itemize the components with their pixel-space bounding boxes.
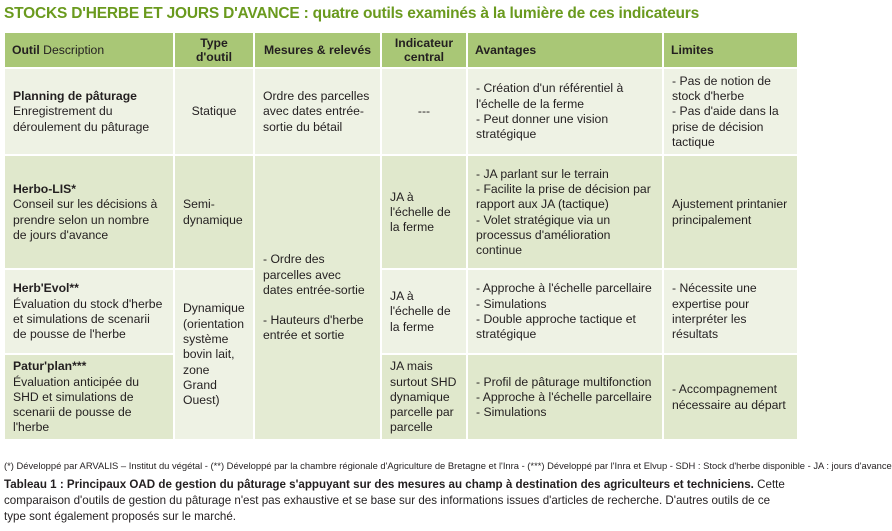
footnote: (*) Développé par ARVALIS – Institut du végétal - (**) Développé par la chambre régionale d'Agriculture de Bretagne et l'Inra - (***) Développé par l'Inra et Elvup - SDH : Stock d'herbe disponible - JA : jours d'avance xyxy=(4,460,892,471)
cell-avantages: - Approche à l'échelle parcellaire - Simulations - Double approche tactique et stratégique xyxy=(467,269,663,354)
title-sub: quatre outils examinés à la lumière de ces indicateurs xyxy=(308,5,700,22)
header-outil: Outil Description xyxy=(4,32,174,68)
page-title xyxy=(4,3,796,25)
cell-limites: - Nécessite une expertise pour interpréter les résultats xyxy=(663,269,798,354)
header-limites: Limites xyxy=(663,32,798,68)
cell-indicateur: --- xyxy=(381,68,467,155)
cell-limites: - Accompagnement nécessaire au départ xyxy=(663,354,798,440)
cell-outil: Herbo-LIS* Conseil sur les décisions à prendre selon un nombre de jours d'avance xyxy=(4,155,174,269)
header-type: Type d'outil xyxy=(174,32,254,68)
comparison-table xyxy=(3,31,799,441)
header-avantages: Avantages xyxy=(467,32,663,68)
cell-type: Statique xyxy=(174,68,254,155)
cell-mesures-shared: - Ordre des parcelles avec dates entrée-sortie - Hauteurs d'herbe entrée et sortie xyxy=(254,155,381,440)
table-row xyxy=(4,269,798,354)
table-header-row xyxy=(4,32,798,68)
cell-type: Semi-dynamique xyxy=(174,155,254,269)
header-mesures: Mesures & relevés xyxy=(254,32,381,68)
cell-outil: Patur'plan*** Évaluation anticipée du SHD et simulations de scenarii de pousse de l'herbe xyxy=(4,354,174,440)
caption-text: Cette comparaison d'outils de gestion du pâturage n'est pas exhaustive et se base sur des informations issues d'articles de recherche. D'autres outils de ce type sont également proposés sur le marché. xyxy=(4,478,785,523)
cell-type-shared: Dynamique (orientation système bovin lait, zone Grand Ouest) xyxy=(174,269,254,440)
cell-avantages: - Création d'un référentiel à l'échelle de la ferme - Peut donner une vision stratégique xyxy=(467,68,663,155)
cell-indicateur: JA mais surtout SHD dynamique parcelle par parcelle xyxy=(381,354,467,440)
title-main: STOCKS D'HERBE ET JOURS D'AVANCE : xyxy=(4,5,309,22)
cell-limites: - Pas de notion de stock d'herbe - Pas d'aide dans la prise de décision tactique xyxy=(663,68,798,155)
cell-outil: Herb'Evol** Évaluation du stock d'herbe et simulations de scenarii de pousse de l'herbe xyxy=(4,269,174,354)
table-row xyxy=(4,354,798,440)
cell-avantages: - Profil de pâturage multifonction - Approche à l'échelle parcellaire - Simulations xyxy=(467,354,663,440)
cell-indicateur: JA à l'échelle de la ferme xyxy=(381,155,467,269)
caption-title: Tableau 1 : Principaux OAD de gestion du pâturage s'appuyant sur des mesures au champ à destination des agriculteurs et techniciens. xyxy=(4,478,754,491)
cell-outil: Planning de pâturage Enregistrement du déroulement du pâturage xyxy=(4,68,174,155)
header-indicateur: Indicateur central xyxy=(381,32,467,68)
cell-avantages: - JA parlant sur le terrain - Facilite la prise de décision par rapport aux JA (tactique) - Volet stratégique via un processus d'amélioration continue xyxy=(467,155,663,269)
cell-limites: Ajustement printanier principalement xyxy=(663,155,798,269)
cell-mesures: Ordre des parcelles avec dates entrée-sortie du bétail xyxy=(254,68,381,155)
table-row xyxy=(4,155,798,269)
table-caption xyxy=(4,477,794,525)
cell-indicateur: JA à l'échelle de la ferme xyxy=(381,269,467,354)
table-row xyxy=(4,68,798,155)
